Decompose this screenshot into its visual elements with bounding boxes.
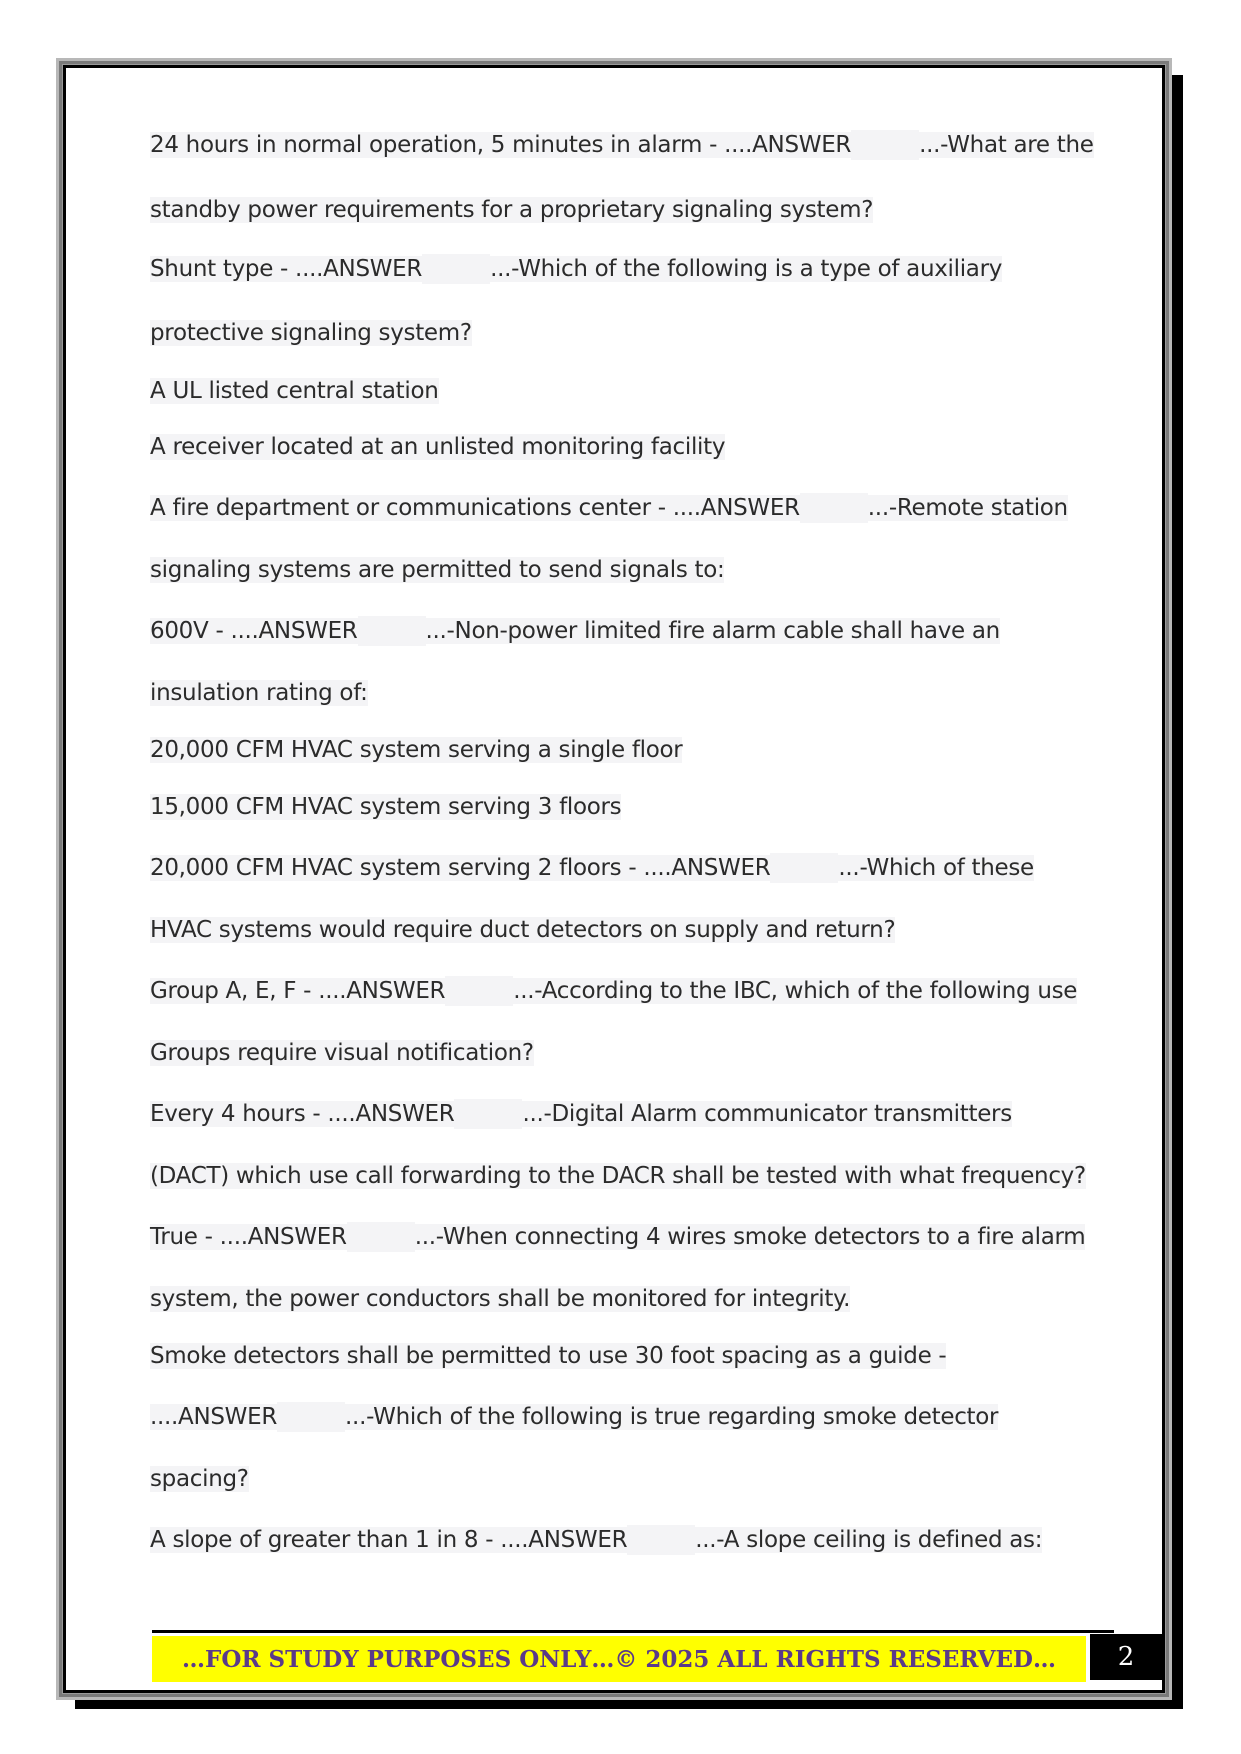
- answer-gap: [627, 1525, 695, 1555]
- text-line: [150, 376, 439, 406]
- answer-text: True - ....ANSWER: [150, 1224, 347, 1250]
- question-text: ...-Which of these: [838, 855, 1034, 881]
- answer-gap: [800, 493, 868, 523]
- question-text: ...-When connecting 4 wires smoke detectors to a fire alarm: [414, 1224, 1086, 1250]
- answer-gap: [770, 853, 838, 883]
- text-line: [150, 1222, 1085, 1252]
- question-text: ...-Remote station: [867, 495, 1068, 521]
- text-line: [150, 432, 725, 462]
- line-text: A receiver located at an unlisted monitoring facility: [150, 434, 726, 460]
- line-text: 15,000 CFM HVAC system serving 3 floors: [150, 794, 622, 820]
- text-line: [150, 915, 895, 945]
- answer-gap: [358, 616, 426, 646]
- answer-text: 600V - ....ANSWER: [150, 618, 358, 644]
- line-text: A UL listed central station: [150, 378, 439, 404]
- text-line: [150, 1341, 946, 1371]
- text-line: [150, 254, 1002, 284]
- text-line: [150, 1525, 1042, 1555]
- answer-text: 24 hours in normal operation, 5 minutes in alarm - ....ANSWER: [150, 132, 852, 158]
- answer-gap: [422, 254, 490, 284]
- line-text: Smoke detectors shall be permitted to use 30 foot spacing as a guide -: [150, 1343, 947, 1369]
- text-line: [150, 678, 368, 708]
- text-line: [150, 853, 1034, 883]
- line-text: (DACT) which use call forwarding to the DACR shall be tested with what frequency?: [150, 1163, 1086, 1189]
- answer-text: 20,000 CFM HVAC system serving 2 floors - ....ANSWER: [150, 855, 771, 881]
- line-text: standby power requirements for a proprietary signaling system?: [150, 197, 874, 223]
- question-text: ...-Which of the following is true regarding smoke detector: [345, 1404, 999, 1430]
- line-text: signaling systems are permitted to send signals to:: [150, 557, 725, 583]
- text-line: [150, 130, 1094, 160]
- question-text: ...-Digital Alarm communicator transmitters: [522, 1101, 1012, 1127]
- text-line: [150, 1402, 998, 1432]
- line-text: protective signaling system?: [150, 320, 472, 346]
- answer-text: Group A, E, F - ....ANSWER: [150, 978, 446, 1004]
- text-line: [150, 1464, 249, 1494]
- answer-text: Every 4 hours - ....ANSWER: [150, 1101, 455, 1127]
- text-line: [150, 195, 873, 225]
- footer-rule: [152, 1630, 1114, 1633]
- answer-gap: [445, 976, 513, 1006]
- text-line: [150, 1284, 850, 1314]
- answer-text: Shunt type - ....ANSWER: [150, 256, 423, 282]
- text-line: [150, 792, 621, 822]
- text-line: [150, 735, 682, 765]
- line-text: 20,000 CFM HVAC system serving a single floor: [150, 737, 683, 763]
- footer-notice: …FOR STUDY PURPOSES ONLY…© 2025 ALL RIGHTS RESERVED…: [152, 1636, 1086, 1682]
- question-text: ...-Which of the following is a type of auxiliary: [490, 256, 1003, 282]
- answer-gap: [347, 1222, 415, 1252]
- text-line: [150, 555, 724, 585]
- question-text: ...-According to the IBC, which of the following use: [513, 978, 1078, 1004]
- text-line: [150, 1161, 1086, 1191]
- line-text: spacing?: [150, 1466, 249, 1492]
- page-number: 2: [1090, 1634, 1162, 1680]
- text-line: [150, 493, 1068, 523]
- text-line: [150, 318, 472, 348]
- question-text: ...-What are the: [919, 132, 1094, 158]
- answer-gap: [277, 1402, 345, 1432]
- line-text: HVAC systems would require duct detectors on supply and return?: [150, 917, 896, 943]
- answer-text: A fire department or communications center - ....ANSWER: [150, 495, 800, 521]
- text-line: [150, 976, 1077, 1006]
- answer-gap: [454, 1099, 522, 1129]
- text-line: [150, 1038, 534, 1068]
- text-line: [150, 616, 1000, 646]
- question-text: ...-Non-power limited fire alarm cable shall have an: [425, 618, 1000, 644]
- line-text: system, the power conductors shall be monitored for integrity.: [150, 1286, 851, 1312]
- question-text: ...-A slope ceiling is defined as:: [695, 1527, 1043, 1553]
- answer-text: A slope of greater than 1 in 8 - ....ANSWER: [150, 1527, 628, 1553]
- line-text: insulation rating of:: [150, 680, 368, 706]
- answer-text: ....ANSWER: [150, 1404, 278, 1430]
- text-line: [150, 1099, 1012, 1129]
- line-text: Groups require visual notification?: [150, 1040, 534, 1066]
- answer-gap: [851, 130, 919, 160]
